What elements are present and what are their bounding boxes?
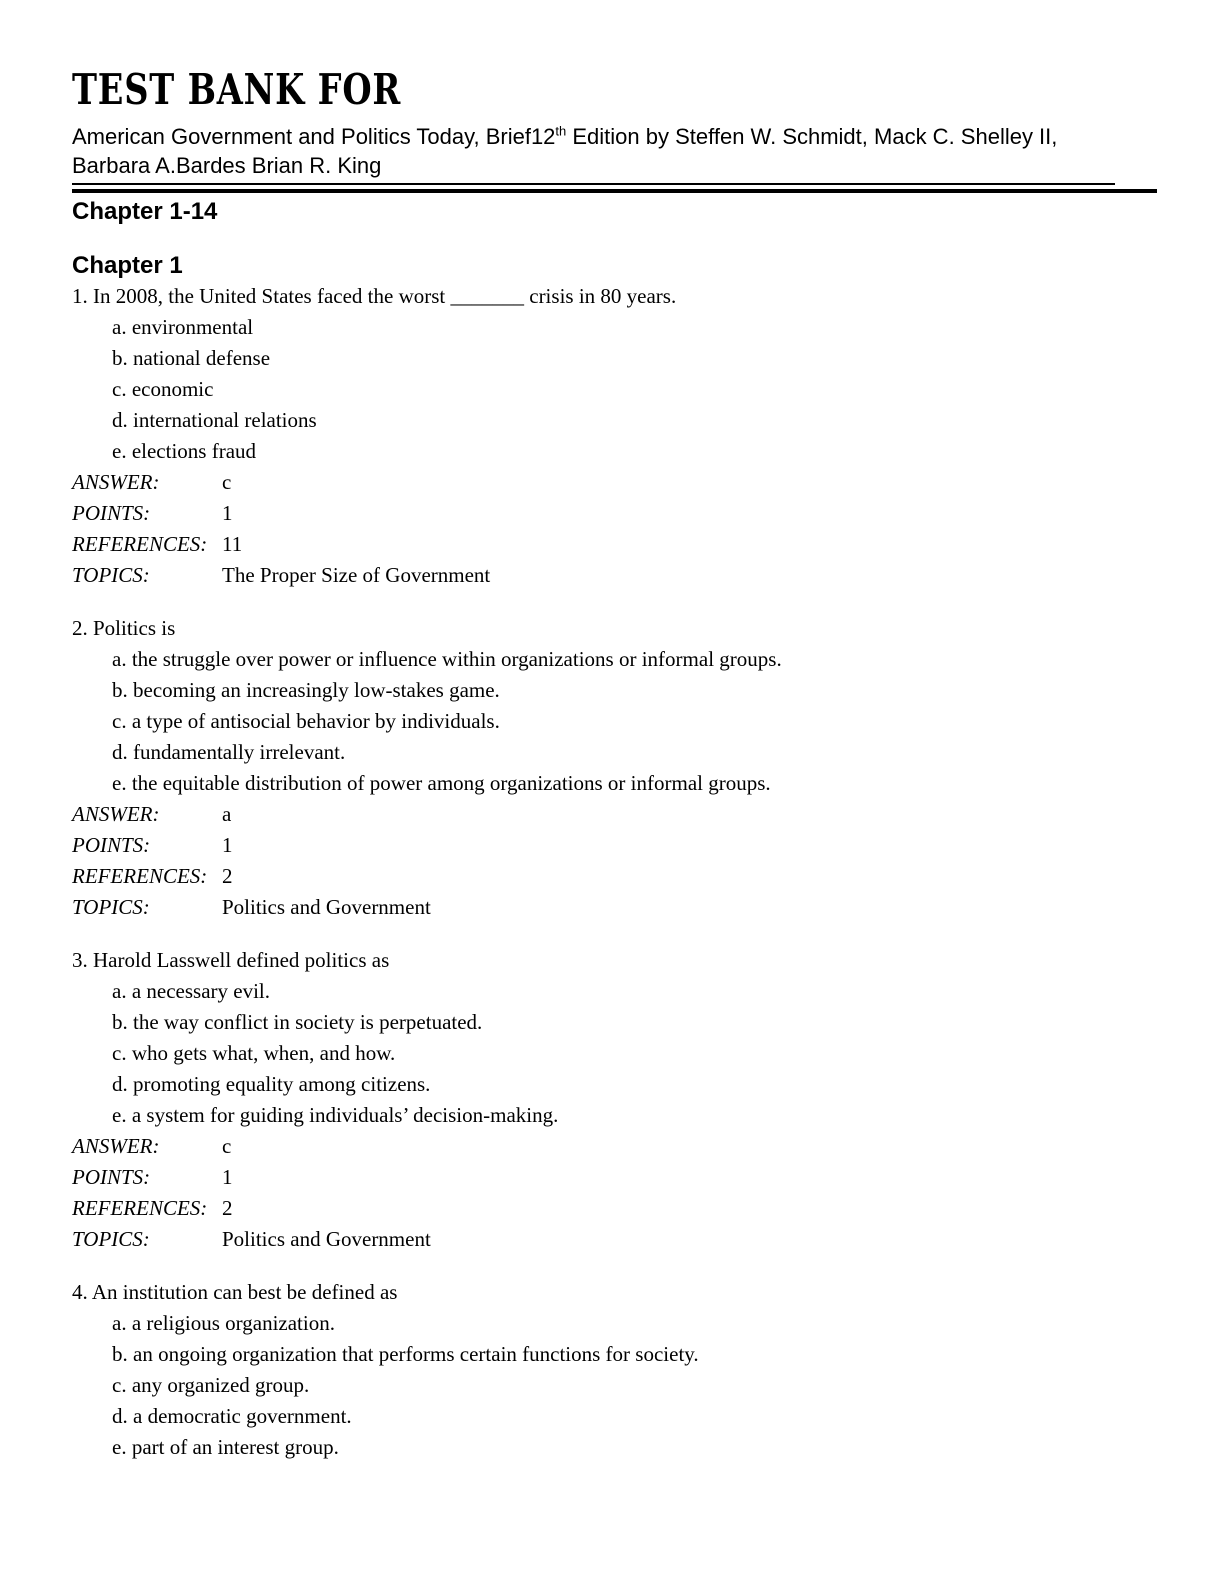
question-number: 4. — [72, 1280, 88, 1304]
topics-row — [72, 892, 1157, 923]
option-b — [72, 343, 1157, 374]
references-label: REFERENCES: — [72, 532, 208, 556]
option-a — [72, 1308, 1157, 1339]
chapter-range-heading: Chapter 1-14 — [72, 198, 218, 225]
option-d — [72, 405, 1157, 436]
question-text: Politics is — [93, 616, 176, 640]
answer-row — [72, 467, 1157, 498]
subtitle-text-before: American Government and Politics Today, Brief12 — [72, 124, 556, 149]
topics-label: TOPICS: — [72, 1227, 150, 1251]
option-text: an ongoing organization that performs certain functions for society. — [133, 1342, 699, 1366]
points-row — [72, 830, 1157, 861]
option-letter: a. — [112, 315, 127, 339]
subtitle-underline — [72, 183, 1115, 185]
option-b — [72, 1007, 1157, 1038]
references-label: REFERENCES: — [72, 864, 208, 888]
answer-value: a — [222, 802, 232, 826]
points-label: POINTS: — [72, 501, 151, 525]
references-label: REFERENCES: — [72, 1196, 208, 1220]
option-letter: c. — [112, 377, 127, 401]
option-a — [72, 312, 1157, 343]
option-text: environmental — [131, 315, 254, 339]
option-text: fundamentally irrelevant. — [133, 740, 346, 764]
points-value: 1 — [222, 501, 233, 525]
option-e — [72, 436, 1157, 467]
topics-value: Politics and Government — [222, 1227, 431, 1251]
edition-superscript: th — [555, 123, 567, 139]
option-text: elections fraud — [131, 439, 257, 463]
option-letter: d. — [112, 1404, 128, 1428]
question-1 — [72, 281, 1157, 591]
option-text: international relations — [133, 408, 317, 432]
option-text: a necessary evil. — [131, 979, 271, 1003]
topics-label: TOPICS: — [72, 563, 150, 587]
option-text: a type of antisocial behavior by individuals. — [131, 709, 500, 733]
references-row — [72, 529, 1157, 560]
question-3 — [72, 945, 1157, 1255]
option-text: the way conflict in society is perpetuated. — [133, 1010, 483, 1034]
question-number: 1. — [72, 284, 88, 308]
option-text: the struggle over power or influence within organizations or informal groups. — [131, 647, 782, 671]
option-letter: d. — [112, 408, 128, 432]
option-letter: c. — [112, 1373, 127, 1397]
subtitle-text-after: Edition by Steffen W. Schmidt, Mack C. Shelley II, Barbara A.Bardes Brian R. King — [72, 124, 1058, 178]
option-letter: a. — [112, 1311, 127, 1335]
option-letter: a. — [112, 647, 127, 671]
option-e — [72, 1432, 1157, 1463]
question-number: 2. — [72, 616, 88, 640]
answer-row — [72, 799, 1157, 830]
topics-row — [72, 1224, 1157, 1255]
option-c — [72, 1370, 1157, 1401]
references-row — [72, 1193, 1157, 1224]
topics-value: Politics and Government — [222, 895, 431, 919]
option-letter: b. — [112, 346, 128, 370]
option-text: a democratic government. — [133, 1404, 352, 1428]
option-letter: e. — [112, 1435, 127, 1459]
answer-label: ANSWER: — [72, 802, 160, 826]
option-letter: a. — [112, 979, 127, 1003]
references-row — [72, 861, 1157, 892]
option-letter: e. — [112, 771, 127, 795]
points-value: 1 — [222, 1165, 233, 1189]
question-prompt — [72, 613, 1157, 644]
question-text: In 2008, the United States faced the worst _______ crisis in 80 years. — [93, 284, 677, 308]
answer-value: c — [222, 1134, 232, 1158]
question-number: 3. — [72, 948, 88, 972]
option-a — [72, 644, 1157, 675]
answer-label: ANSWER: — [72, 470, 160, 494]
points-row — [72, 1162, 1157, 1193]
question-2 — [72, 613, 1157, 923]
option-letter: c. — [112, 709, 127, 733]
chapter-1-heading: Chapter 1 — [72, 252, 183, 279]
option-letter: b. — [112, 1010, 128, 1034]
option-text: becoming an increasingly low-stakes game. — [133, 678, 500, 702]
references-value: 11 — [222, 532, 243, 556]
option-text: a system for guiding individuals’ decision-making. — [131, 1103, 559, 1127]
question-prompt — [72, 945, 1157, 976]
question-prompt — [72, 281, 1157, 312]
option-c — [72, 706, 1157, 737]
references-value: 2 — [222, 864, 233, 888]
option-text: a religious organization. — [131, 1311, 335, 1335]
points-label: POINTS: — [72, 833, 151, 857]
option-text: national defense — [133, 346, 271, 370]
option-d — [72, 1401, 1157, 1432]
points-value: 1 — [222, 833, 233, 857]
question-4 — [72, 1277, 1157, 1463]
option-e — [72, 768, 1157, 799]
option-c — [72, 1038, 1157, 1069]
option-text: the equitable distribution of power among organizations or informal groups. — [131, 771, 771, 795]
option-d — [72, 1069, 1157, 1100]
section-divider — [72, 189, 1157, 193]
option-letter: c. — [112, 1041, 127, 1065]
option-b — [72, 675, 1157, 706]
option-letter: d. — [112, 740, 128, 764]
option-letter: b. — [112, 1342, 128, 1366]
test-bank-title: TEST BANK FOR — [72, 65, 402, 114]
option-a — [72, 976, 1157, 1007]
topics-row — [72, 560, 1157, 591]
option-text: who gets what, when, and how. — [131, 1041, 396, 1065]
option-text: promoting equality among citizens. — [133, 1072, 431, 1096]
option-letter: e. — [112, 439, 127, 463]
option-text: part of an interest group. — [131, 1435, 339, 1459]
answer-row — [72, 1131, 1157, 1162]
option-text: economic — [131, 377, 214, 401]
book-subtitle — [72, 122, 1130, 180]
question-prompt — [72, 1277, 1157, 1308]
answer-label: ANSWER: — [72, 1134, 160, 1158]
option-text: any organized group. — [131, 1373, 310, 1397]
option-e — [72, 1100, 1157, 1131]
points-row — [72, 498, 1157, 529]
references-value: 2 — [222, 1196, 233, 1220]
answer-value: c — [222, 470, 232, 494]
option-d — [72, 737, 1157, 768]
question-text: Harold Lasswell defined politics as — [93, 948, 390, 972]
topics-label: TOPICS: — [72, 895, 150, 919]
option-letter: e. — [112, 1103, 127, 1127]
question-text: An institution can best be defined as — [91, 1280, 398, 1304]
topics-value: The Proper Size of Government — [222, 563, 491, 587]
option-letter: d. — [112, 1072, 128, 1096]
points-label: POINTS: — [72, 1165, 151, 1189]
option-b — [72, 1339, 1157, 1370]
option-c — [72, 374, 1157, 405]
option-letter: b. — [112, 678, 128, 702]
